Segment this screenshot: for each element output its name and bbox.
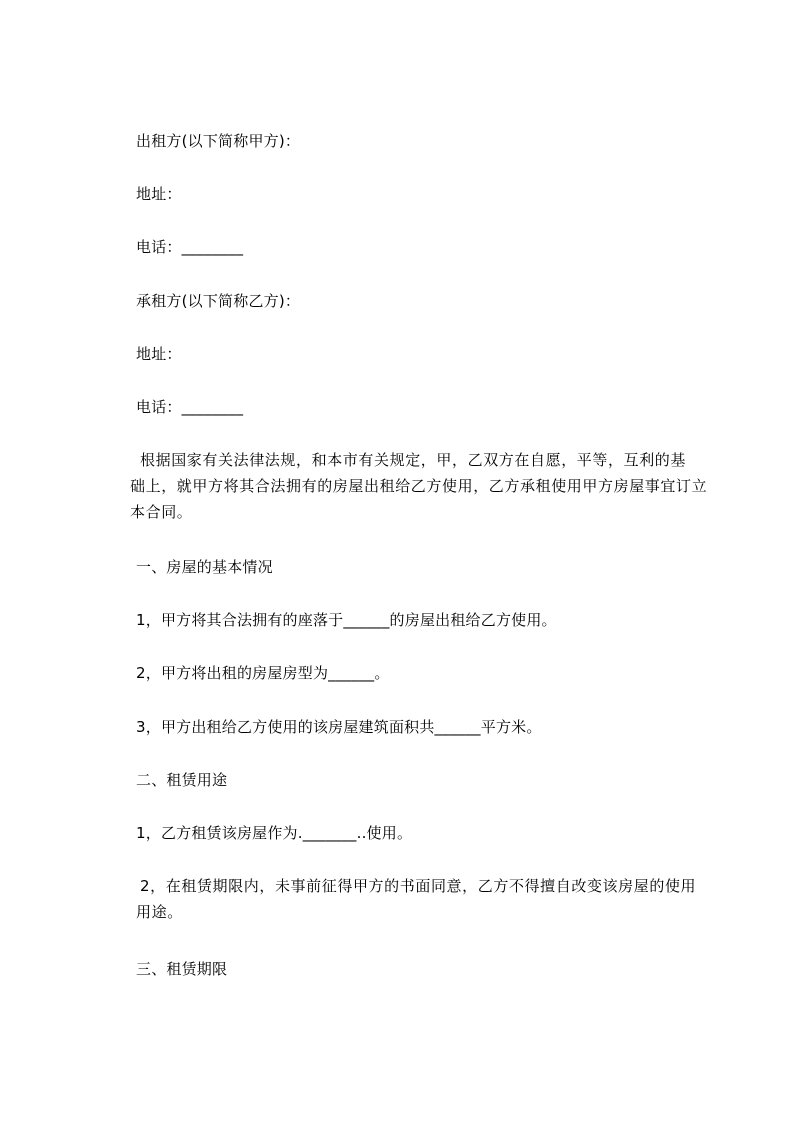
preamble-paragraph [130,447,708,525]
section-2-item-2 [130,873,696,925]
lessee-label: 承租方(以下简称乙方)： [136,292,301,310]
section-1-item-1: 1，甲方将其合法拥有的座落于______的房屋出租给乙方使用。 [136,611,557,629]
section-2-item-2-line-2: 用途。 [136,903,183,921]
section-2-item-1: 1，乙方租赁该房屋作为._______..使用。 [136,824,413,842]
section-1-heading: 一、房屋的基本情况 [136,558,273,576]
lessor-address: 地址： [136,185,182,203]
lessee-phone: 电话：________ [136,398,244,416]
lessee-address: 地址： [136,345,182,363]
section-3-heading: 三、租赁期限 [136,960,228,978]
preamble-line-2: 础上，就甲方将其合法拥有的房屋出租给乙方使用，乙方承租使用甲方房屋事宜订立 [130,477,708,495]
section-1-item-3: 3，甲方出租给乙方使用的该房屋建筑面积共______平方米。 [136,718,542,736]
preamble-line-3: 本合同。 [130,503,193,521]
section-2-heading: 二、租赁用途 [136,771,228,789]
section-2-item-2-line-1: 2，在租赁期限内，未事前征得甲方的书面同意，乙方不得擅自改变该房屋的使用 [140,877,697,895]
section-1-item-2: 2，甲方将出租的房屋房型为______。 [136,664,390,682]
lessor-label: 出租方(以下简称甲方)： [136,132,301,150]
lessor-phone: 电话：________ [136,238,244,256]
preamble-line-1: 根据国家有关法律法规，和本市有关规定，甲，乙双方在自愿，平等，互利的基 [140,451,687,469]
